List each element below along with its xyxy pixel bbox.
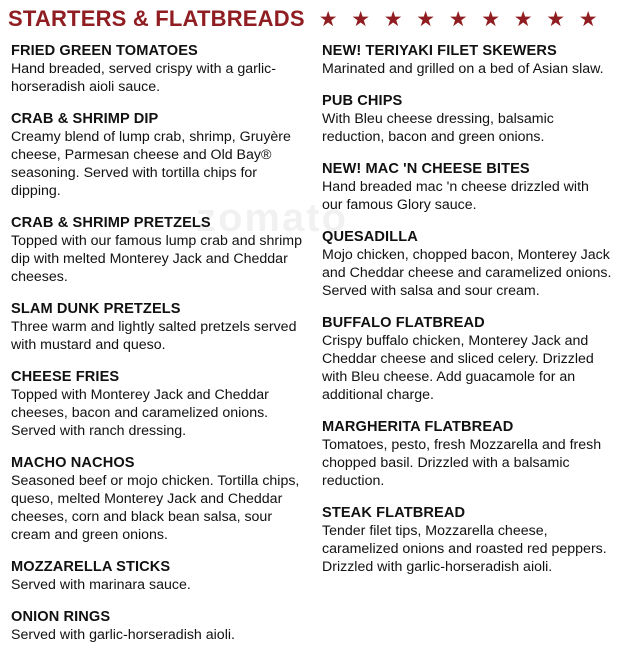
menu-item (11, 214, 307, 286)
star-icon: ★ (383, 7, 403, 31)
menu-item (322, 314, 612, 404)
menu-item-description: Topped with our famous lump crab and shrimp dip with melted Monterey Jack and Cheddar cheeses. (11, 233, 302, 285)
menu-item-description: Creamy blend of lump crab, shrimp, Gruyère cheese, Parmesan cheese and Old Bay® seasoning. Served with tortilla chips for dipping. (11, 129, 291, 199)
menu-item-name: SLAM DUNK PRETZELS (11, 301, 181, 317)
star-icon: ★ (546, 7, 566, 31)
star-icon: ★ (416, 7, 436, 31)
menu-item-description: Served with marinara sauce. (11, 577, 191, 593)
menu-item-name: MOZZARELLA STICKS (11, 559, 171, 575)
menu-item-description: Mojo chicken, chopped bacon, Monterey Jack and Cheddar cheese and caramelized onions. Served with salsa and sour cream. (322, 247, 612, 299)
menu-item (11, 454, 307, 544)
menu-item-description: Tomatoes, pesto, fresh Mozzarella and fresh chopped basil. Drizzled with a balsamic reduction. (322, 437, 602, 489)
star-icon: ★ (351, 7, 371, 31)
star-icon: ★ (448, 7, 468, 31)
star-icon: ★ (578, 7, 598, 31)
menu-item-name: ONION RINGS (11, 609, 111, 625)
menu-item (322, 504, 612, 576)
menu-item-name: CHEESE FRIES (11, 369, 120, 385)
menu-item (11, 558, 307, 594)
menu-item (11, 110, 307, 200)
star-icon: ★ (513, 7, 533, 31)
section-title: STARTERS & FLATBREADS (8, 6, 305, 31)
menu-item-description: Topped with Monterey Jack and Cheddar cheeses, bacon and caramelized onions. Served with ranch dressing. (11, 387, 269, 439)
menu-item (11, 42, 307, 96)
star-divider (319, 9, 612, 30)
menu-item-name: MARGHERITA FLATBREAD (322, 419, 514, 435)
menu-item (322, 418, 612, 490)
menu-item-description: Tender filet tips, Mozzarella cheese, caramelized onions and roasted red peppers. Drizzled with garlic-horseradish aioli. (322, 523, 607, 575)
menu-item-name: CRAB & SHRIMP DIP (11, 111, 159, 127)
menu-item-description: Three warm and lightly salted pretzels served with mustard and queso. (11, 319, 297, 353)
menu-item (11, 368, 307, 440)
menu-item-description: Seasoned beef or mojo chicken. Tortilla chips, queso, melted Monterey Jack and Cheddar cheeses, corn and black bean salsa, sour cream and green onions. (11, 473, 300, 543)
menu-item-name: CRAB & SHRIMP PRETZELS (11, 215, 211, 231)
menu-item-description: Served with garlic-horseradish aioli. (11, 627, 235, 643)
menu-item-description: Hand breaded, served crispy with a garlic-horseradish aioli sauce. (11, 61, 276, 95)
menu-item (322, 92, 612, 146)
menu-item-description: Hand breaded mac 'n cheese drizzled with our famous Glory sauce. (322, 179, 589, 213)
menu-item-name: NEW! TERIYAKI FILET SKEWERS (322, 43, 557, 59)
menu-column-right (322, 42, 612, 590)
menu-item-name: QUESADILLA (322, 229, 418, 245)
menu-item-name: MACHO NACHOS (11, 455, 135, 471)
menu-column-left (11, 42, 307, 658)
star-icon: ★ (318, 7, 338, 31)
menu-item (322, 160, 612, 214)
menu-item (11, 608, 307, 644)
menu-item-description: Marinated and grilled on a bed of Asian slaw. (322, 61, 604, 77)
menu-item-name: NEW! MAC 'N CHEESE BITES (322, 161, 530, 177)
menu-item-name: BUFFALO FLATBREAD (322, 315, 485, 331)
menu-item (11, 300, 307, 354)
menu-item-description: With Bleu cheese dressing, balsamic reduction, bacon and green onions. (322, 111, 554, 145)
menu-item-description: Crispy buffalo chicken, Monterey Jack and Cheddar cheese and sliced celery. Drizzled with Bleu cheese. Add guacamole for an additional charge. (322, 333, 594, 403)
menu-item-name: FRIED GREEN TOMATOES (11, 43, 198, 59)
menu-item (322, 228, 612, 300)
menu-header (8, 4, 618, 34)
menu-item-name: STEAK FLATBREAD (322, 505, 466, 521)
star-icon: ★ (481, 7, 501, 31)
menu-item (322, 42, 612, 78)
watermark: zomato (196, 196, 348, 240)
menu-item-name: PUB CHIPS (322, 93, 403, 109)
